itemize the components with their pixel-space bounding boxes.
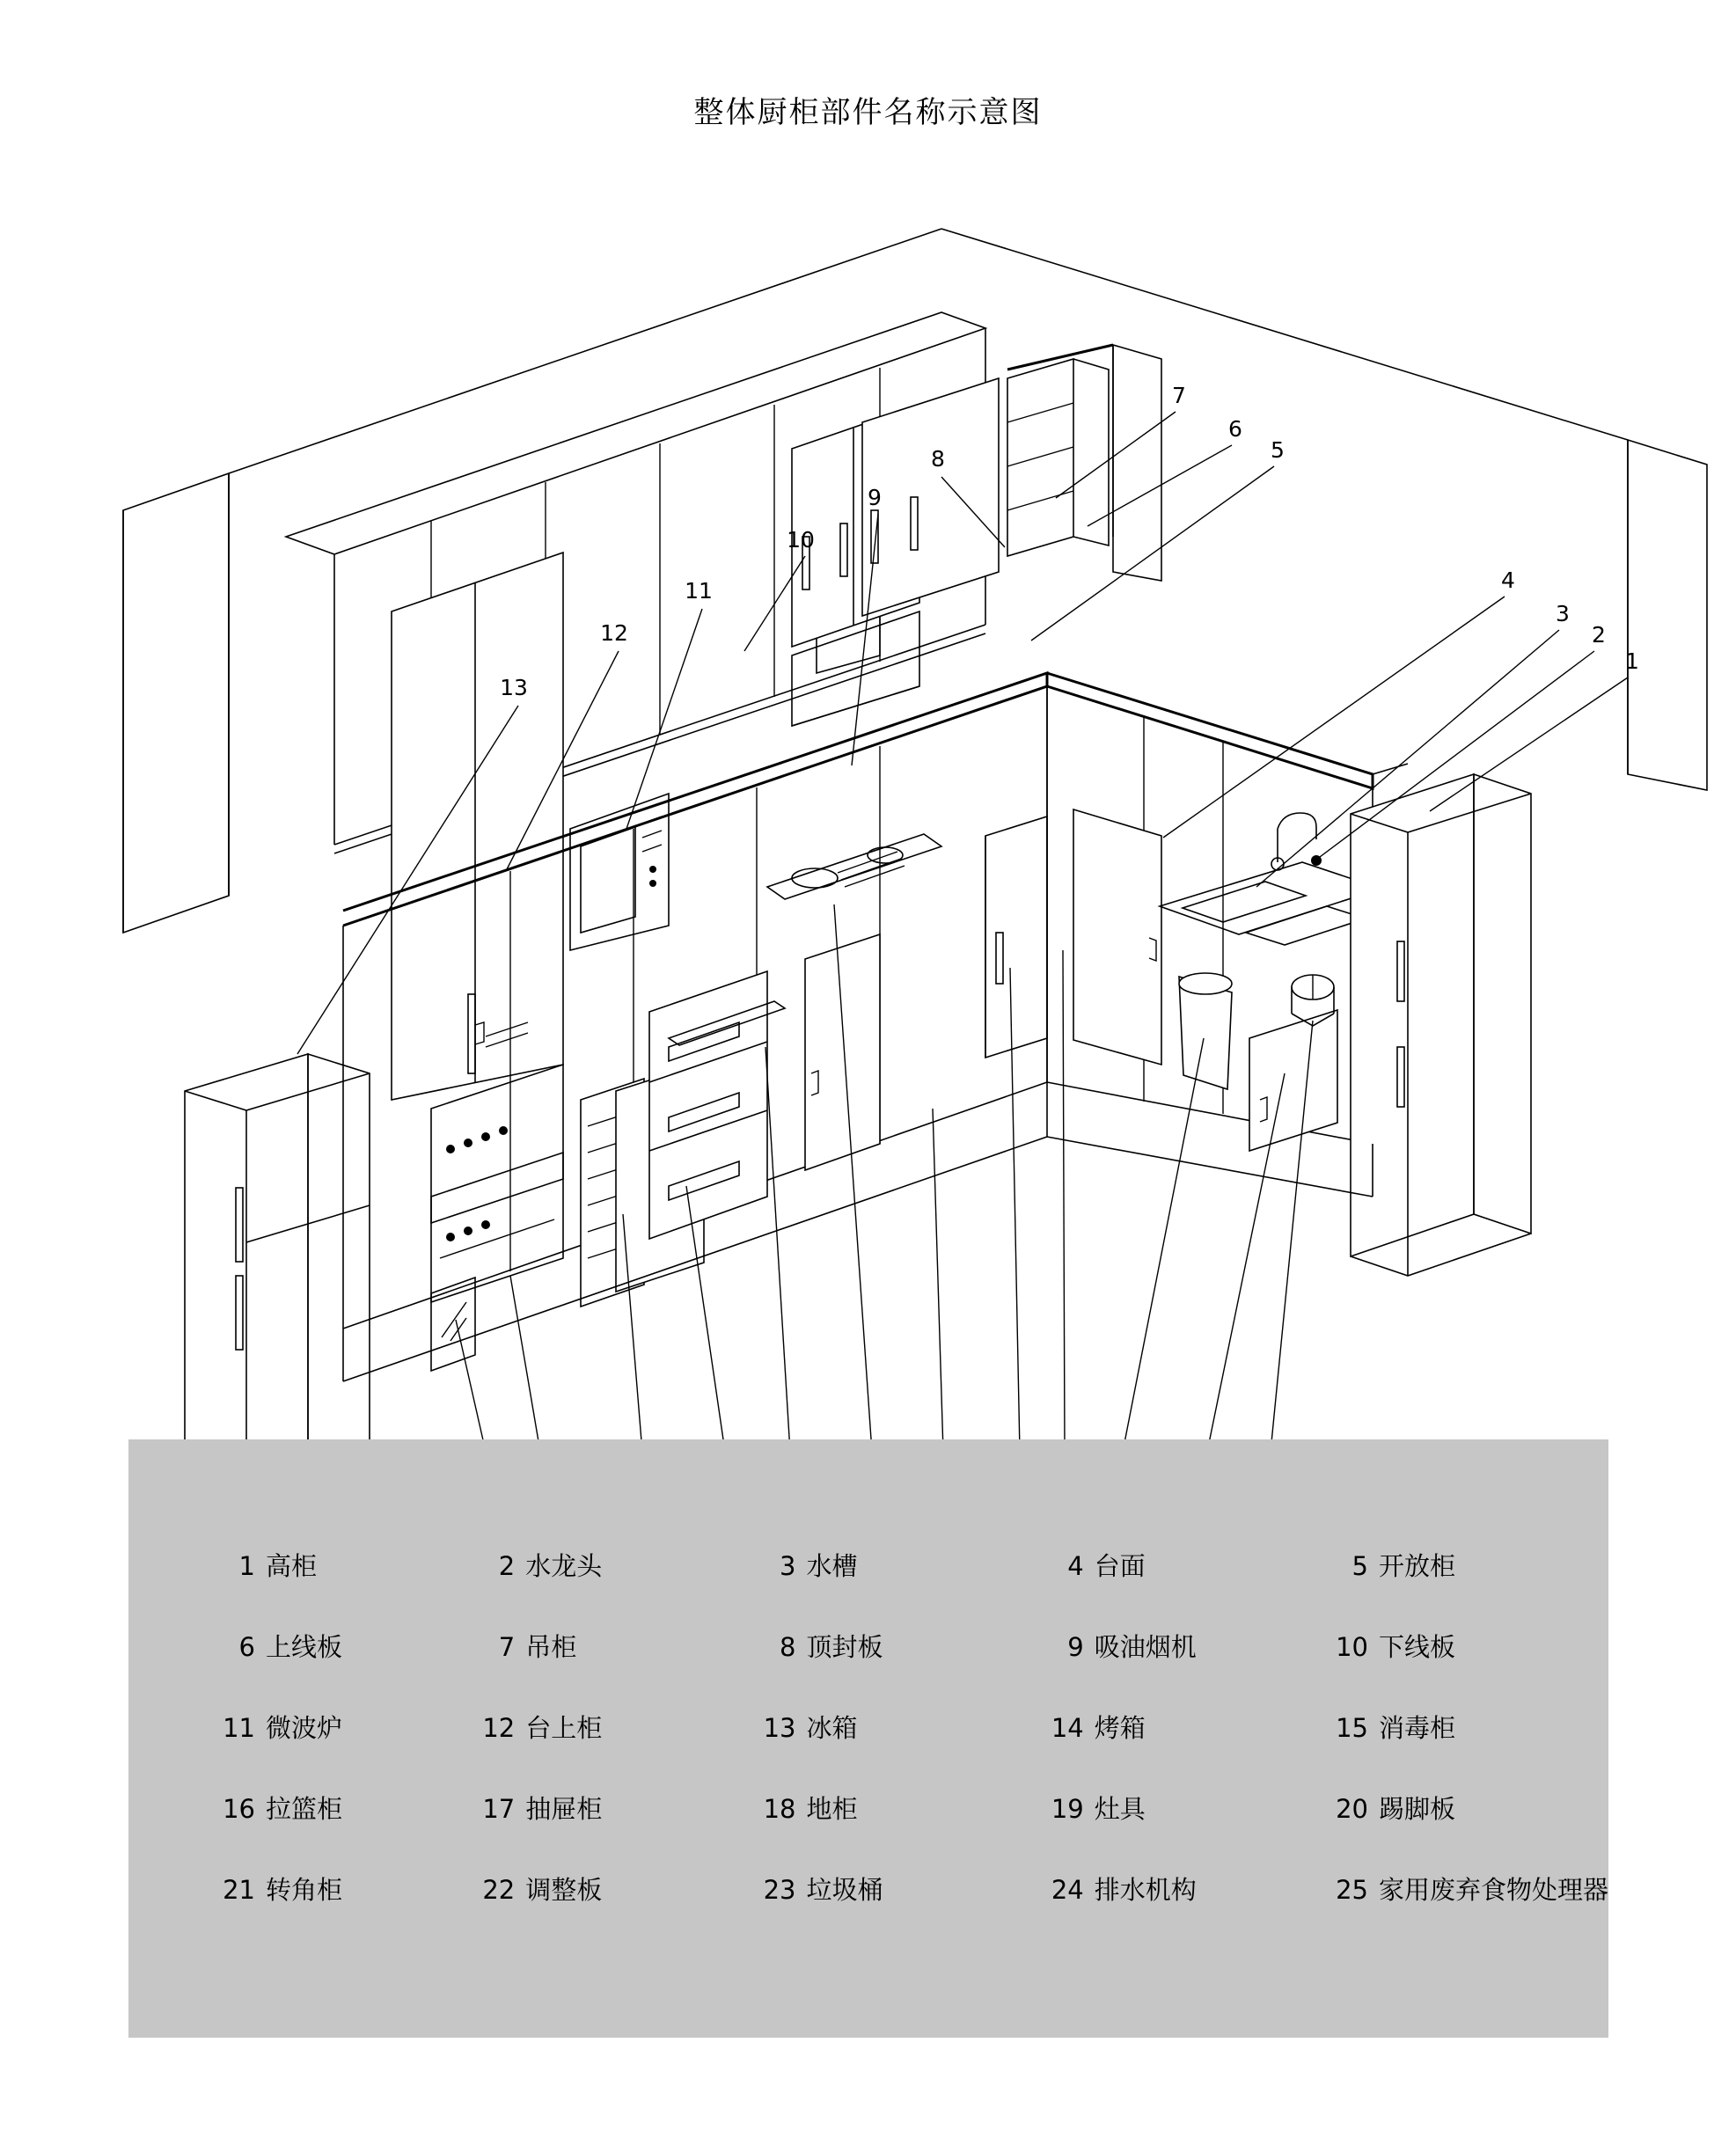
legend-item bbox=[714, 1628, 883, 1664]
legend-label: 吸油烟机 bbox=[1094, 1631, 1197, 1662]
legend-label: 家用废弃食物处理器 bbox=[1378, 1874, 1608, 1905]
open-shelf-unit bbox=[1007, 359, 1109, 556]
right-wall-cabinet-side bbox=[1113, 345, 1161, 581]
cooktop bbox=[767, 834, 941, 899]
drawer-cabinet bbox=[649, 971, 785, 1239]
corner-cabinet bbox=[985, 686, 1047, 1082]
base-cabinet-open-door bbox=[805, 934, 880, 1170]
legend-item bbox=[128, 1628, 342, 1664]
legend-number: 4 bbox=[1067, 1550, 1084, 1581]
legend-grid bbox=[128, 1524, 1608, 1929]
legend-item bbox=[1301, 1790, 1455, 1826]
legend-label: 烤箱 bbox=[1094, 1712, 1146, 1743]
callout-9: 9 bbox=[868, 485, 882, 510]
legend-item bbox=[1301, 1547, 1455, 1583]
legend-number: 12 bbox=[482, 1712, 516, 1743]
legend-number: 17 bbox=[482, 1793, 516, 1824]
legend-number: 3 bbox=[780, 1550, 796, 1581]
callout-2: 2 bbox=[1592, 622, 1606, 648]
callout-4: 4 bbox=[1501, 567, 1515, 593]
legend-number: 2 bbox=[498, 1550, 516, 1581]
legend-label: 排水机构 bbox=[1094, 1874, 1197, 1905]
legend-number: 24 bbox=[1051, 1874, 1084, 1905]
legend-label: 开放柜 bbox=[1378, 1550, 1455, 1581]
legend-number: 18 bbox=[763, 1793, 796, 1824]
legend-label: 水槽 bbox=[806, 1550, 858, 1581]
legend-number: 19 bbox=[1051, 1793, 1084, 1824]
legend-label: 踢脚板 bbox=[1378, 1793, 1455, 1824]
callout-10: 10 bbox=[787, 527, 815, 553]
legend-label: 消毒柜 bbox=[1378, 1712, 1455, 1743]
legend-label: 转角柜 bbox=[266, 1874, 343, 1905]
legend-number: 21 bbox=[223, 1874, 255, 1905]
legend-item bbox=[421, 1628, 576, 1664]
legend-label: 高柜 bbox=[266, 1550, 318, 1581]
legend-label: 水龙头 bbox=[525, 1550, 603, 1581]
legend-number: 7 bbox=[498, 1631, 516, 1662]
legend-item bbox=[1301, 1628, 1455, 1664]
legend-label: 调整板 bbox=[525, 1874, 603, 1905]
page-title: 整体厨柜部件名称示意图 bbox=[693, 95, 1043, 130]
legend-item bbox=[1008, 1709, 1146, 1745]
tall-cabinet-right bbox=[1351, 774, 1531, 1276]
legend-item bbox=[714, 1790, 857, 1826]
legend-item bbox=[1008, 1790, 1146, 1826]
legend-number: 15 bbox=[1336, 1712, 1368, 1743]
legend-number: 16 bbox=[223, 1793, 255, 1824]
legend-number: 25 bbox=[1336, 1874, 1368, 1905]
legend-item bbox=[1301, 1709, 1455, 1745]
legend-item bbox=[421, 1871, 602, 1907]
kitchen-diagram-svg bbox=[53, 158, 1689, 1373]
under-sink-door bbox=[1249, 1010, 1337, 1151]
callout-6: 6 bbox=[1228, 416, 1242, 442]
legend-number: 6 bbox=[238, 1631, 255, 1662]
legend-item bbox=[421, 1790, 602, 1826]
legend-item bbox=[128, 1709, 342, 1745]
corner-door-panel bbox=[1073, 809, 1161, 1065]
callout-3: 3 bbox=[1556, 601, 1570, 626]
wall-cabinet-doors bbox=[792, 378, 999, 647]
legend-item bbox=[714, 1871, 883, 1907]
oven-and-sterilizer bbox=[431, 1065, 563, 1371]
tall-upper-cabinet bbox=[392, 553, 563, 1100]
callout-7: 7 bbox=[1172, 383, 1186, 408]
legend-item bbox=[1301, 1871, 1608, 1907]
legend-number: 9 bbox=[1067, 1631, 1084, 1662]
legend-label: 台上柜 bbox=[525, 1712, 603, 1743]
legend-label: 地柜 bbox=[806, 1793, 858, 1824]
legend-number: 8 bbox=[780, 1631, 796, 1662]
legend-item bbox=[714, 1547, 857, 1583]
wall-back-right bbox=[941, 229, 1707, 790]
legend-number: 22 bbox=[482, 1874, 516, 1905]
legend-label: 顶封板 bbox=[806, 1631, 883, 1662]
legend-item bbox=[714, 1709, 857, 1745]
legend-label: 拉篮柜 bbox=[266, 1793, 343, 1824]
legend-item bbox=[421, 1709, 602, 1745]
legend-number: 1 bbox=[238, 1550, 255, 1581]
legend-label: 台面 bbox=[1094, 1550, 1146, 1581]
callout-11: 11 bbox=[685, 578, 713, 604]
callout-13: 13 bbox=[500, 675, 528, 700]
legend-label: 抽屉柜 bbox=[525, 1793, 603, 1824]
legend-number: 20 bbox=[1336, 1793, 1368, 1824]
callout-5: 5 bbox=[1271, 437, 1285, 463]
parts-legend bbox=[128, 1439, 1608, 2038]
legend-label: 冰箱 bbox=[806, 1712, 858, 1743]
legend-number: 13 bbox=[763, 1712, 796, 1743]
legend-item bbox=[128, 1790, 342, 1826]
legend-label: 吊柜 bbox=[525, 1631, 577, 1662]
legend-label: 垃圾桶 bbox=[806, 1874, 883, 1905]
legend-number: 10 bbox=[1336, 1631, 1368, 1662]
legend-number: 23 bbox=[763, 1874, 796, 1905]
callout-12: 12 bbox=[600, 620, 628, 646]
wall-left bbox=[123, 473, 229, 933]
legend-item bbox=[128, 1547, 317, 1583]
legend-label: 灶具 bbox=[1094, 1793, 1146, 1824]
legend-label: 上线板 bbox=[266, 1631, 343, 1662]
callout-8: 8 bbox=[931, 446, 945, 472]
legend-label: 微波炉 bbox=[266, 1712, 343, 1743]
legend-number: 11 bbox=[223, 1712, 255, 1743]
legend-item bbox=[128, 1871, 342, 1907]
callout-1: 1 bbox=[1625, 648, 1639, 674]
legend-label: 下线板 bbox=[1378, 1631, 1455, 1662]
legend-item bbox=[421, 1547, 602, 1583]
legend-item bbox=[1008, 1547, 1146, 1583]
trash-bin bbox=[1179, 973, 1232, 1089]
legend-item bbox=[1008, 1871, 1197, 1907]
kitchen-diagram-container bbox=[53, 158, 1689, 1373]
legend-number: 5 bbox=[1351, 1550, 1368, 1581]
legend-number: 14 bbox=[1051, 1712, 1084, 1743]
legend-item bbox=[1008, 1628, 1197, 1664]
